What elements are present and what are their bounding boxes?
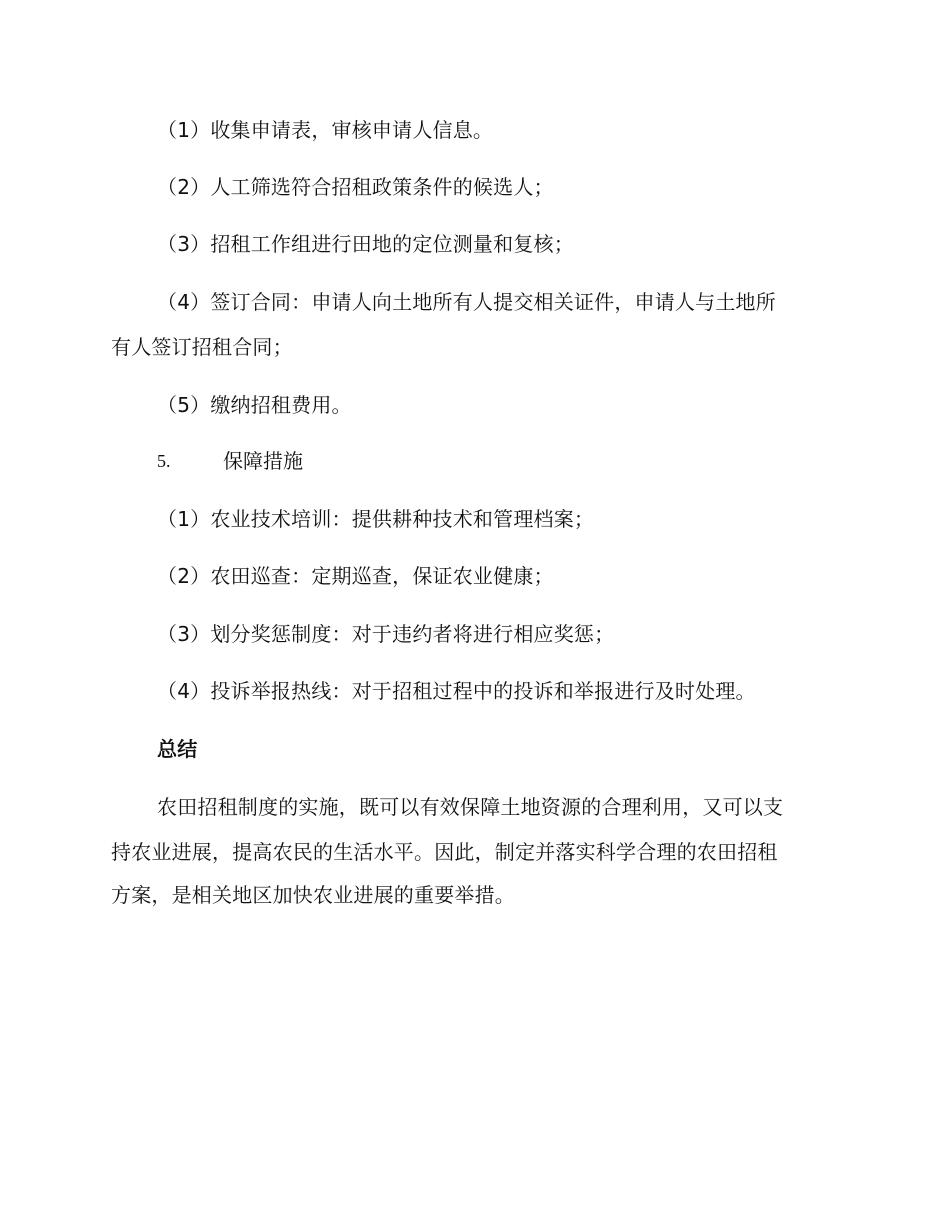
section-number: 5. [157, 451, 171, 471]
step-2: （2）人工筛选符合招租政策条件的候选人； [157, 175, 554, 199]
step-3: （3）招租工作组进行田地的定位测量和复核； [157, 232, 574, 256]
step-4: （4）签订合同：申请人向土地所有人提交相关证件，申请人与土地所 [157, 290, 776, 314]
summary-line-1: 农田招租制度的实施，既可以有效保障土地资源的合理利用，又可以支 [157, 795, 784, 819]
measure-3: （3）划分奖惩制度：对于违约者将进行相应奖惩； [157, 622, 615, 646]
step-5: （5）缴纳招租费用。 [157, 393, 352, 417]
summary-line-2: 持农业进展，提高农民的生活水平。因此，制定并落实科学合理的农田招租 [111, 840, 778, 864]
step-1: （1）收集申请表，审核申请人信息。 [157, 118, 494, 142]
measure-1: （1）农业技术培训：提供耕种技术和管理档案； [157, 507, 595, 531]
summary-line-3: 方案，是相关地区加快农业进展的重要举措。 [111, 883, 515, 907]
measure-4: （4）投诉举报热线：对于招租过程中的投诉和举报进行及时处理。 [157, 679, 756, 703]
step-4-continued: 有人签订招租合同； [111, 335, 293, 359]
section-title: 保障措施 [223, 449, 303, 473]
summary-heading: 总结 [157, 737, 198, 761]
measure-2: （2）农田巡查：定期巡查，保证农业健康； [157, 564, 554, 588]
